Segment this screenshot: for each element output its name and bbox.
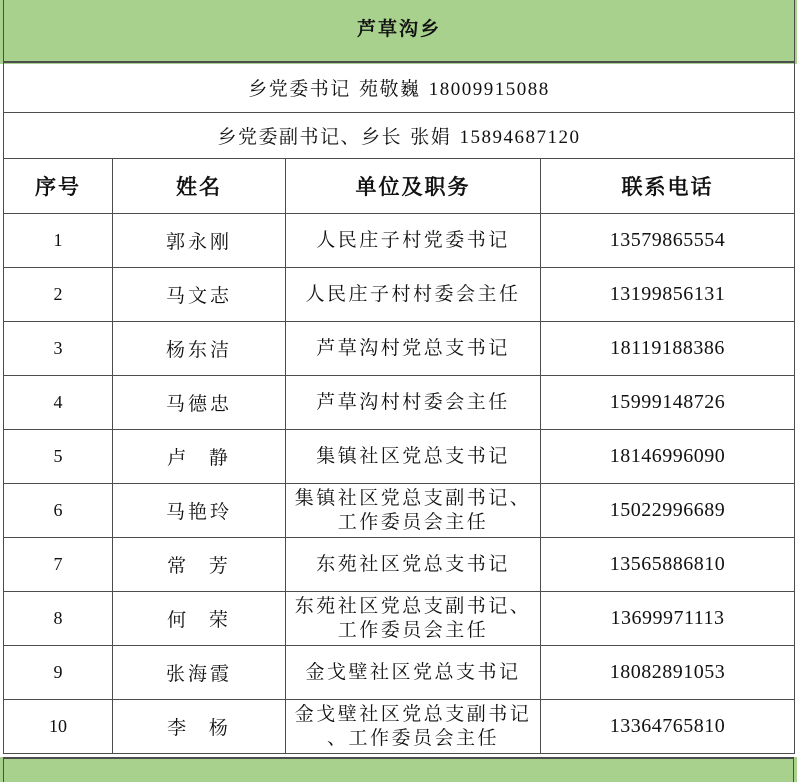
unit-position-line: 工作委员会主任 — [337, 619, 489, 641]
table-row — [4, 538, 795, 592]
phone-number-cell: 13364765810 — [541, 700, 795, 754]
table-row — [4, 430, 795, 484]
unit-position-line: 东苑社区党总支副书记、 — [294, 595, 532, 617]
leader-row — [4, 62, 795, 113]
phone-number-cell: 18082891053 — [541, 646, 795, 700]
unit-position-line: 人民庄子村村委会主任 — [305, 283, 521, 305]
unit-position-cell — [286, 214, 541, 268]
person-name-cell: 李 杨 — [113, 700, 286, 754]
table-row — [4, 214, 795, 268]
table-row — [4, 592, 795, 646]
unit-position-line: 集镇社区党总支书记 — [316, 445, 510, 467]
table-row — [4, 646, 795, 700]
person-name-cell: 常 芳 — [113, 538, 286, 592]
party-committee-secretary-line: 乡党委书记 苑敬巍 18009915088 — [4, 62, 795, 113]
unit-position-line: 芦草沟村村委会主任 — [316, 391, 510, 413]
person-name-cell: 卢 静 — [113, 430, 286, 484]
table-row — [4, 322, 795, 376]
row-number-cell: 6 — [4, 484, 113, 538]
title-row — [4, 0, 795, 62]
unit-position-line: 东苑社区党总支书记 — [316, 553, 510, 575]
unit-position-cell — [286, 322, 541, 376]
row-number-cell: 4 — [4, 376, 113, 430]
row-number-cell: 5 — [4, 430, 113, 484]
person-name-cell: 张海霞 — [113, 646, 286, 700]
person-name-cell: 马德忠 — [113, 376, 286, 430]
person-name-cell: 马文志 — [113, 268, 286, 322]
person-name-cell: 马艳玲 — [113, 484, 286, 538]
next-section-band — [0, 757, 797, 782]
unit-position-cell — [286, 484, 541, 538]
unit-position-line: 金戈壁社区党总支副书记 — [294, 703, 532, 725]
unit-position-cell — [286, 268, 541, 322]
phone-number-cell: 18146996090 — [541, 430, 795, 484]
row-number-cell: 9 — [4, 646, 113, 700]
unit-position-line: 集镇社区党总支副书记、 — [294, 487, 532, 509]
column-header-unit-position: 单位及职务 — [286, 159, 541, 214]
column-header-number: 序号 — [4, 159, 113, 214]
table-row — [4, 484, 795, 538]
next-section-band-frame — [3, 757, 794, 782]
column-header-name: 姓名 — [113, 159, 286, 214]
unit-position-cell — [286, 646, 541, 700]
column-header-row — [4, 159, 795, 214]
row-number-cell: 3 — [4, 322, 113, 376]
unit-position-cell — [286, 700, 541, 754]
row-number-cell: 7 — [4, 538, 113, 592]
phone-number-cell: 13579865554 — [541, 214, 795, 268]
unit-position-line: 工作委员会主任 — [337, 511, 489, 533]
phone-number-cell: 13699971113 — [541, 592, 795, 646]
table-row — [4, 700, 795, 754]
unit-position-line: 人民庄子村党委书记 — [316, 229, 510, 251]
row-number-cell: 2 — [4, 268, 113, 322]
unit-position-line: 、工作委员会主任 — [326, 727, 499, 749]
row-number-cell: 1 — [4, 214, 113, 268]
person-name-cell: 何 荣 — [113, 592, 286, 646]
phone-number-cell: 18119188386 — [541, 322, 795, 376]
township-title: 芦草沟乡 — [4, 0, 795, 62]
deputy-secretary-township-head-line: 乡党委副书记、乡长 张娟 15894687120 — [4, 113, 795, 159]
column-header-phone: 联系电话 — [541, 159, 795, 214]
table-body — [4, 214, 795, 754]
unit-position-line: 金戈壁社区党总支书记 — [305, 661, 521, 683]
person-name-cell: 郭永刚 — [113, 214, 286, 268]
phone-number-cell: 13199856131 — [541, 268, 795, 322]
person-name-cell: 杨东洁 — [113, 322, 286, 376]
unit-position-cell — [286, 538, 541, 592]
unit-position-cell — [286, 376, 541, 430]
row-number-cell: 10 — [4, 700, 113, 754]
unit-position-line: 芦草沟村党总支书记 — [316, 337, 510, 359]
table-row — [4, 268, 795, 322]
row-number-cell: 8 — [4, 592, 113, 646]
leader-row — [4, 113, 795, 159]
contact-table — [3, 0, 795, 754]
unit-position-cell — [286, 592, 541, 646]
table-row — [4, 376, 795, 430]
unit-position-cell — [286, 430, 541, 484]
phone-number-cell: 13565886810 — [541, 538, 795, 592]
phone-number-cell: 15999148726 — [541, 376, 795, 430]
phone-number-cell: 15022996689 — [541, 484, 795, 538]
